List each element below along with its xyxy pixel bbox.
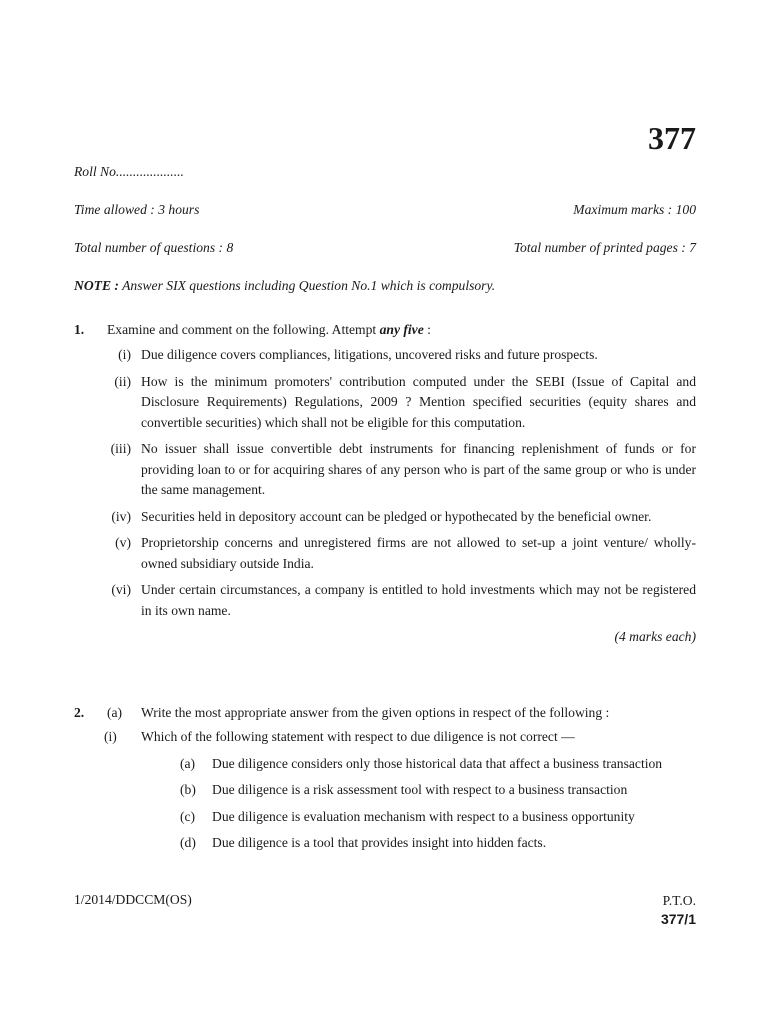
item-label: (i) [118, 347, 131, 362]
sub-question [74, 727, 696, 748]
list-item [74, 580, 696, 621]
option-text: Due diligence is a tool that provides insight into hidden facts. [212, 835, 547, 850]
marks-note: (4 marks each) [614, 629, 696, 644]
list-item [74, 507, 696, 528]
footer-code: 1/2014/DDCCM(OS) [74, 892, 192, 907]
option-item [74, 807, 696, 828]
intro-end: : [423, 322, 431, 337]
item-text: How is the minimum promoters' contribution computed under the SEBI (Issue of Capital and Disclosure Requirements) Regulations, 2009 ? Mention specified securities (equity shares and convertible securities) which shall not be eligible for this computation. [141, 373, 696, 430]
option-text: Due diligence is evaluation mechanism with respect to a business opportunity [212, 808, 635, 824]
option-label: (a) [180, 755, 196, 771]
time-marks-row [74, 202, 696, 218]
part-text: Write the most appropriate answer from the given options in respect of the following : [141, 705, 610, 720]
total-questions: Total number of questions : 8 [74, 240, 234, 255]
option-label: (b) [180, 782, 196, 797]
page-reference: 377/1 [660, 911, 696, 927]
option-item [74, 754, 696, 775]
question-intro [107, 322, 696, 338]
item-text: No issuer shall issue convertible debt instruments for financing replenishment of funds or for providing loan to or for acquiring shares of any person who is part of the same group or who is under the same management. [141, 441, 696, 497]
question-number: 1. [74, 322, 85, 337]
item-label: (iii) [110, 441, 131, 456]
roll-no: Roll No.................... [74, 164, 184, 179]
item-text: Under certain circumstances, a company is entitled to hold investments which may not be registered in its own name. [141, 582, 696, 618]
item-label: (v) [115, 535, 131, 550]
note-label: NOTE : [74, 278, 119, 293]
list-item [74, 533, 696, 574]
question-1-head [74, 322, 696, 338]
sub-question-label-wrap [74, 727, 141, 748]
item-label: (vi) [111, 582, 131, 597]
option-label: (d) [180, 835, 196, 850]
item-label: (ii) [114, 373, 131, 389]
item-text: Due diligence covers compliances, litigations, uncovered risks and future prospects. [141, 347, 598, 362]
intro-emphasis: any five [379, 322, 424, 337]
maximum-marks: Maximum marks : 100 [573, 202, 696, 217]
option-label: (c) [180, 808, 196, 824]
sub-question-label: (i) [104, 729, 117, 744]
item-label: (iv) [111, 508, 131, 524]
question-1 [74, 322, 696, 645]
pto-label: P.T.O. [662, 893, 696, 908]
list-item [74, 372, 696, 434]
part-label: (a) [107, 705, 123, 720]
intro-text: Examine and comment on the following. Attempt [107, 322, 380, 337]
note [74, 278, 696, 294]
question-2 [74, 705, 696, 854]
item-text: Proprietorship concerns and unregistered firms are not allowed to set-up a joint venture/ wholly-owned subsidiary outside India. [141, 535, 696, 571]
list-item [74, 345, 696, 366]
note-text: Answer SIX questions including Question No.1 which is compulsory. [118, 278, 496, 293]
footer-right [661, 892, 696, 928]
total-pages: Total number of printed pages : 7 [513, 240, 696, 255]
questions-pages-row [74, 240, 696, 256]
item-text: Securities held in depository account can be pledged or hypothecated by the beneficial owner. [141, 508, 652, 524]
paper-code: 377 [648, 120, 696, 156]
question-number: 2. [74, 705, 85, 720]
sub-question-text: Which of the following statement with respect to due diligence is not correct — [141, 729, 575, 744]
option-item [74, 833, 696, 854]
option-item [74, 780, 696, 801]
option-text: Due diligence is a risk assessment tool with respect to a business transaction [212, 782, 628, 797]
list-item [74, 439, 696, 501]
option-text: Due diligence considers only those historical data that affect a business transaction [212, 755, 663, 771]
time-allowed: Time allowed : 3 hours [74, 202, 200, 217]
question-2-head [74, 705, 696, 721]
